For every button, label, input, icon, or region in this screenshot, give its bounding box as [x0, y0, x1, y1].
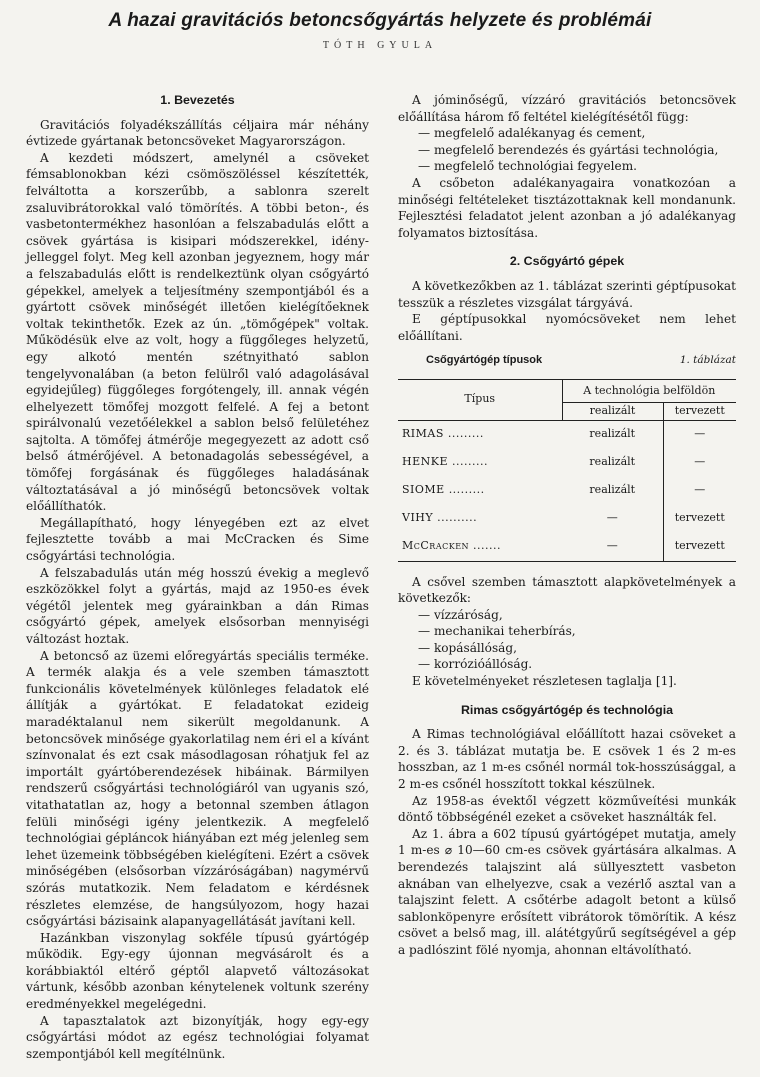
requirements-list	[398, 607, 736, 673]
list-item: — megfelelő adalékanyag és cement,	[418, 125, 736, 142]
paragraph: Megállapítható, hogy lényegében ezt az elvet fejlesztette tovább a mai McCracken és Sime csőgyártási technológia.	[26, 515, 369, 564]
column-header-planned: tervezett	[663, 402, 736, 420]
left-column	[26, 92, 369, 1062]
table-row: McCracken ....... — tervezett	[398, 533, 736, 562]
paragraph: A betoncső az üzemi előregyártás speciális terméke. A termék alakja és a vele szemben támasztott funkcionális követelmények különleges feladatok elé állítják a gyártókat. E feladatokat ezideig maradéktalanul nem sikerült megoldanunk. A betoncsövek minősége gyakorlatilag nem éri el a kívánt színvonalat és ezt csak másodlagosan róhatjuk fel az importált gyártóberendezések hibáinak. Bármilyen rendszerű csőgyártási technológiáról van ugyanis szó, vitathatatlan az, hogy a betonnal szemben átlagon felüli minőségi igény jelentkezik. A megfelelő technológiai gépláncok hiányában ezt még jelenleg sem lehet üzemeink többségében kielégíteni. Ezért a csövek minőségében (elsősorban vízzáróságában) nagymérvű szórás mutatkozik. Nem feladatom e kérdésnek részletes elemzése, de hangsúlyozom, hogy hazai csőgyártási bázisaink alapanyagellátását javítani kell.	[26, 648, 369, 929]
paragraph: Hazánkban viszonylag sokféle típusú gyártógép működik. Egy-egy újonnan megvásárolt és a korábbiaktól eltérő géptől alapvető változásokat vártunk, később azonban kénytelenek voltunk szerény eredményekkel megelégedni.	[26, 930, 369, 1012]
paragraph: A csőbeton adalékanyagaira vonatkozóan a minőségi feltételeket tisztázottaknak kell mondanunk. Fejlesztési feladatot jelent azonban a jó adalékanyag folyamatos biztosítása.	[398, 175, 736, 240]
column-header-type: Típus	[398, 379, 562, 420]
list-item: — vízzáróság,	[418, 607, 736, 624]
page-title: A hazai gravitációs betoncsőgyártás helyzete és problémái	[108, 10, 652, 31]
paragraph: A felszabadulás után még hosszú évekig a meglevő eszközökkel folyt a gyártás, majd az 1950-es évek végétől jelentek meg gyárainkban a dán Rimas csőgyártó gépek, amelyek elsősorban mennyiségi változást hoztak.	[26, 565, 369, 646]
list-item: — korrózióállóság.	[418, 656, 736, 673]
paragraph: A jóminőségű, vízzáró gravitációs betoncsövek előállítása három fő feltétel kielégítésétől függ:	[398, 93, 736, 124]
paragraph: A tapasztalatok azt bizonyítják, hogy egy-egy csőgyártási módot az egész technológiai folyamat szempontjából kell megítélnünk.	[26, 1013, 369, 1061]
machine-types-table	[398, 352, 736, 561]
section-2-heading: 2. Csőgyártó gépek	[509, 254, 625, 269]
list-item: — megfelelő berendezés és gyártási technológia,	[418, 142, 736, 159]
section-1-heading: 1. Bevezetés	[160, 93, 235, 107]
table-row: RIMAS ......... realizált —	[398, 420, 736, 449]
rimas-heading: Rimas csőgyártógép és technológia	[460, 702, 674, 717]
paragraph: Az 1958-as évektől végzett közműveítési munkák döntő többségénél ezeket a csöveket használták fel.	[398, 793, 736, 825]
paragraph: E követelményeket részletesen taglalja [1].	[412, 674, 677, 689]
list-item: — megfelelő technológiai fegyelem.	[418, 158, 736, 175]
paragraph: Az 1. ábra a 602 típusú gyártógépet mutatja, amely 1 m-es ⌀ 10—60 cm-es csövek gyártására alkalmas. A berendezés talajszint alá süllyesztett vasbeton aknában van elhelyezve, csak a vezérlő asztal van a talajszint felett. A csőtérbe adagolt betont a külső sablonköpenyre erősített vibrátorok tömörítik. A kész csövet a belső mag, ill. alátétgyűrű segítségével a gép a padlószint fölé nyomja, ahonnan eltávolítható.	[398, 826, 736, 957]
paragraph: Gravitációs folyadékszállítás céljaira már néhány évtizede gyártanak betoncsöveket Magyarországon.	[26, 117, 369, 149]
table-caption: Csőgyártógép típusok	[426, 354, 543, 367]
paragraph: A következőkben az 1. táblázat szerinti géptípusokat tesszük a részletes vizsgálat tárgyává.	[398, 278, 736, 310]
paragraph: A csővel szemben támasztott alapkövetelmények a következők:	[398, 574, 736, 606]
paragraph: E géptípusokkal nyomócsöveket nem lehet előállítani.	[398, 312, 736, 343]
table-row: VIHY .......... — tervezett	[398, 505, 736, 533]
conditions-list	[398, 125, 736, 175]
column-header-realized: realizált	[562, 402, 663, 420]
paragraph: A Rimas technológiával előállított hazai csöveket a 2. és 3. táblázat mutatja be. E csövek 1 és 2 m-es hosszban, az 1 m-es csőnél normál tok-hosszúsággal, a 2 m-es csőnél hosszított tokkal készülnek.	[398, 727, 736, 792]
table-number: 1. táblázat	[679, 354, 736, 367]
right-column	[398, 92, 736, 959]
list-item: — kopásállóság,	[418, 640, 736, 657]
column-header-group: A technológia belföldön	[562, 379, 736, 402]
list-item: — mechanikai teherbírás,	[418, 623, 736, 640]
author: TÓTH GYULA	[322, 40, 438, 51]
paragraph: A kezdeti módszert, amelynél a csöveket fémsablonokban kézi csömöszöléssel készítették, felváltotta a korszerűbb, a sablonra szerelt zsaluvibrátorokkal való tömörítés. A többi beton-, és vasbetontermékhez hasonlóan a felszabadulás előtt a csövek gyártása is kisipari módszerekkel, idény-jelleggel folyt. Meg kell azonban jegyeznem, hogy már a felszabadulás előtt is rendelkeztünk olyan csőgyártó gépekkel, amelyek a teljesítmény szempontjából és a gyártott csövek minőségét illetően kielégítőeknek voltak tekinthetők. Ezek az ún. „tömőgépek" voltak. Működésük elve az volt, hogy a függőleges helyzetű, egy alkotó mentén szétnyitható sablon tengelyvonalában (a beton felülről való adagolásával egyidejűleg) függőleges forgótengely, ill. annak végén elhelyezett tömőfej mozgott felfelé. A fej a betont spirálvonalú vezetőélekkel a sablon belső felületéhez sajtolta. A tömőfej átmérője megegyezett az adott cső belső átmérőjével. A betonadagolás sebességével, a tömőfej forgásának és függőleges haladásának változtatásával a jó minőségű betoncsövek voltak előállíthatók.	[26, 150, 369, 514]
table-row: HENKE ......... realizált —	[398, 449, 736, 477]
table-row: SIOME ......... realizált —	[398, 477, 736, 505]
